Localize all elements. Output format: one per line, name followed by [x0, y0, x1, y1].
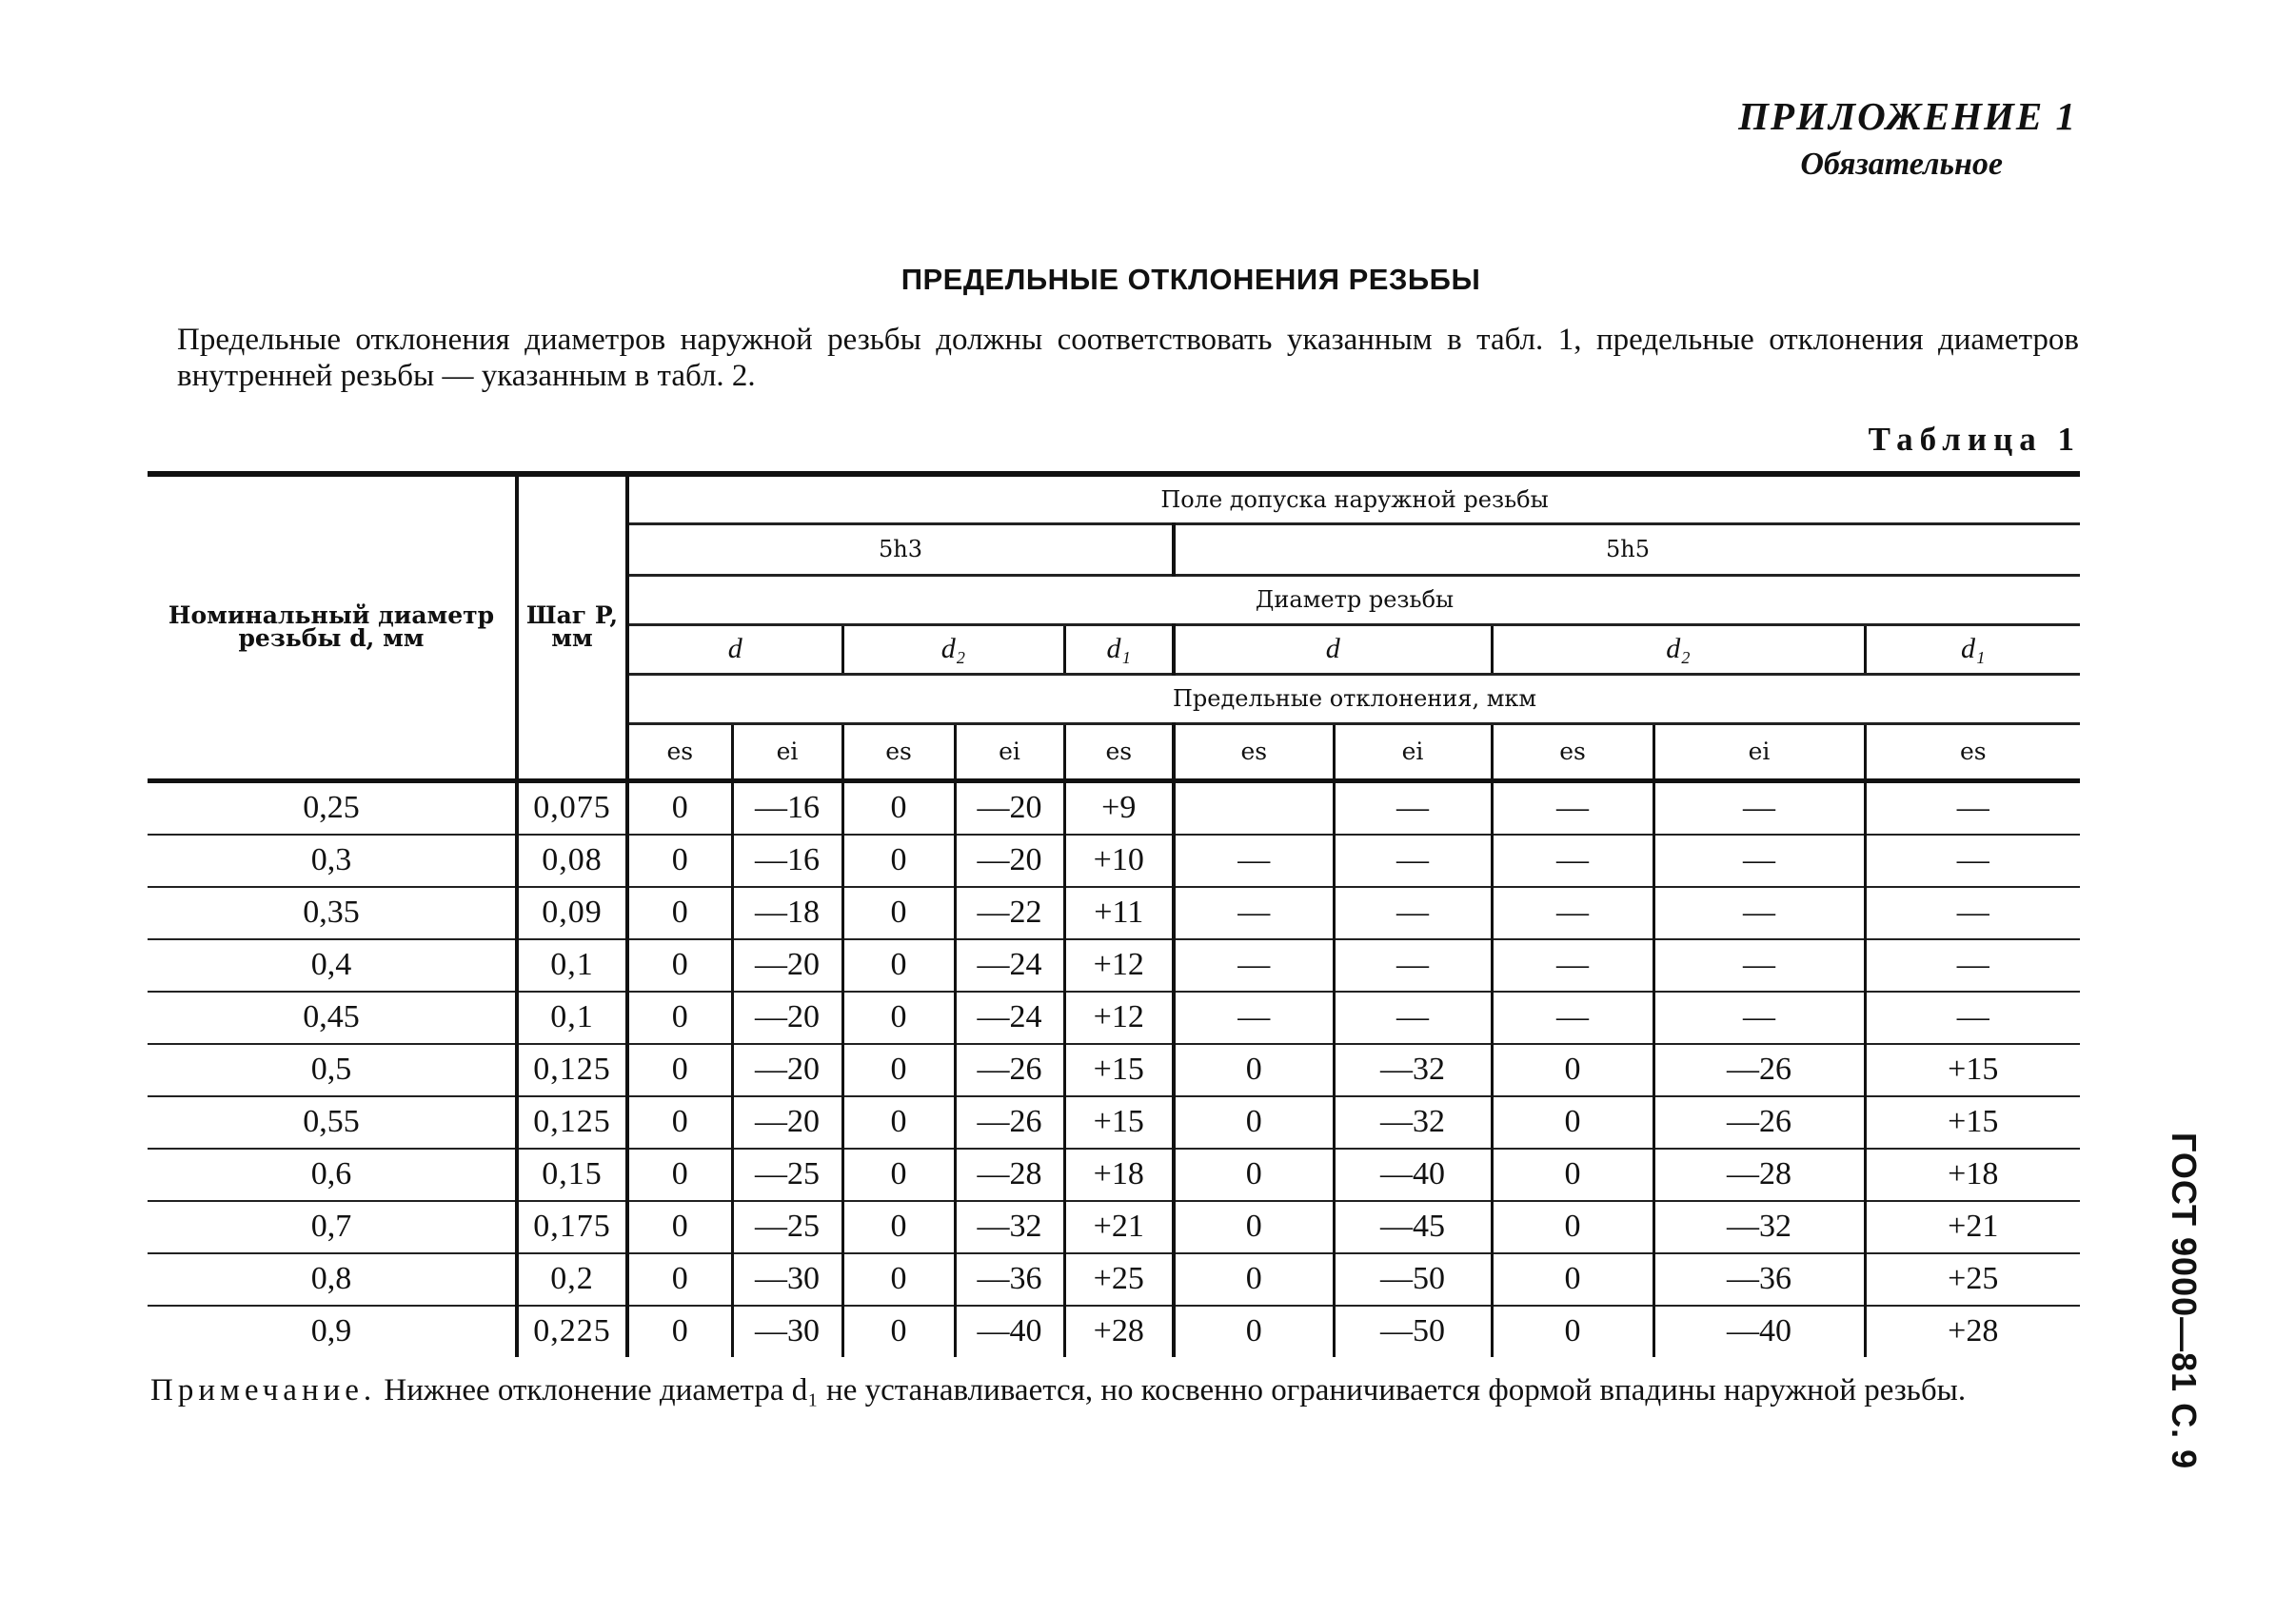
- header-es: es: [1174, 723, 1334, 780]
- header-es: es: [842, 723, 955, 780]
- cell-5h3-d-es: 0: [627, 939, 732, 992]
- table-row: [148, 1253, 2080, 1306]
- cell-5h5-d-ei: —50: [1334, 1306, 1492, 1357]
- cell-5h5-d1-es: +15: [1865, 1096, 2080, 1149]
- cell-5h5-d2-ei: —36: [1653, 1253, 1865, 1306]
- table-note: [150, 1372, 2083, 1408]
- cell-5h5-d2-es: 0: [1492, 1306, 1653, 1357]
- cell-5h5-d-ei: —32: [1334, 1044, 1492, 1096]
- cell-5h3-d-es: 0: [627, 1044, 732, 1096]
- header-tolerance-field: Поле допуска наружной резьбы: [627, 474, 2080, 523]
- cell-5h3-d2-es: 0: [842, 780, 955, 835]
- cell-pitch: 0,15: [517, 1149, 627, 1201]
- cell-nominal-diameter: 0,45: [148, 992, 517, 1044]
- cell-pitch: 0,125: [517, 1096, 627, 1149]
- cell-5h5-d2-ei: —28: [1653, 1149, 1865, 1201]
- page-side-label: ГОСТ 9000—81 С. 9: [2165, 1132, 2204, 1470]
- cell-5h3-d2-es: 0: [842, 1096, 955, 1149]
- cell-5h5-d1-es: —: [1865, 835, 2080, 887]
- cell-5h3-d2-ei: —28: [955, 1149, 1064, 1201]
- cell-5h3-d1-es: +18: [1064, 1149, 1174, 1201]
- cell-nominal-diameter: 0,25: [148, 780, 517, 835]
- cell-5h3-d1-es: +10: [1064, 835, 1174, 887]
- cell-5h5-d-es: —: [1174, 992, 1334, 1044]
- cell-5h5-d2-ei: —26: [1653, 1044, 1865, 1096]
- note-text: Нижнее отклонение диаметра d₁ не устанавливается, но косвенно ограничивается формой впадины наружной резьбы.: [384, 1373, 1967, 1407]
- cell-5h5-d1-es: —: [1865, 780, 2080, 835]
- cell-5h3-d1-es: +25: [1064, 1253, 1174, 1306]
- cell-5h3-d-ei: —16: [732, 835, 842, 887]
- header-ei: ei: [1334, 723, 1492, 780]
- cell-5h5-d1-es: +25: [1865, 1253, 2080, 1306]
- cell-5h5-d2-ei: —: [1653, 939, 1865, 992]
- header-ei: ei: [732, 723, 842, 780]
- cell-pitch: 0,075: [517, 780, 627, 835]
- header-5h5-d: d: [1174, 624, 1492, 674]
- cell-5h5-d2-es: 0: [1492, 1149, 1653, 1201]
- cell-5h3-d1-es: +28: [1064, 1306, 1174, 1357]
- intro-paragraph: Предельные отклонения диаметров наружной резьбы должны соответствовать указанным в табл. 1, предельные отклонения диаметров внутренней резьбы — указанным в табл. 2.: [177, 323, 2079, 393]
- cell-5h3-d-es: 0: [627, 1096, 732, 1149]
- cell-5h3-d2-es: 0: [842, 1044, 955, 1096]
- cell-pitch: 0,1: [517, 992, 627, 1044]
- table-row: [148, 939, 2080, 992]
- cell-5h3-d2-ei: —22: [955, 887, 1064, 939]
- header-es: es: [1064, 723, 1174, 780]
- cell-5h5-d-es: [1174, 780, 1334, 835]
- cell-5h5-d1-es: +28: [1865, 1306, 2080, 1357]
- cell-5h3-d-es: 0: [627, 992, 732, 1044]
- cell-5h3-d-es: 0: [627, 780, 732, 835]
- cell-5h5-d-ei: —45: [1334, 1201, 1492, 1253]
- cell-5h5-d1-es: —: [1865, 992, 2080, 1044]
- table-row: [148, 887, 2080, 939]
- header-5h5-d2: d₂: [1492, 624, 1865, 674]
- table-body: [148, 780, 2080, 1357]
- cell-5h5-d-es: 0: [1174, 1096, 1334, 1149]
- cell-5h3-d-ei: —20: [732, 992, 842, 1044]
- cell-5h3-d2-ei: —26: [955, 1096, 1064, 1149]
- cell-5h5-d2-es: —: [1492, 780, 1653, 835]
- cell-nominal-diameter: 0,8: [148, 1253, 517, 1306]
- cell-pitch: 0,09: [517, 887, 627, 939]
- cell-5h5-d1-es: —: [1865, 939, 2080, 992]
- cell-nominal-diameter: 0,35: [148, 887, 517, 939]
- cell-5h5-d2-ei: —: [1653, 887, 1865, 939]
- header-es: es: [1492, 723, 1653, 780]
- header-deviations: Предельные отклонения, мкм: [627, 674, 2080, 723]
- cell-5h5-d2-ei: —26: [1653, 1096, 1865, 1149]
- table-row: [148, 780, 2080, 835]
- cell-5h3-d-es: 0: [627, 887, 732, 939]
- cell-5h3-d2-ei: —36: [955, 1253, 1064, 1306]
- cell-5h5-d2-ei: —: [1653, 992, 1865, 1044]
- cell-nominal-diameter: 0,6: [148, 1149, 517, 1201]
- cell-nominal-diameter: 0,3: [148, 835, 517, 887]
- cell-5h3-d2-es: 0: [842, 1201, 955, 1253]
- header-nominal-diameter: Номинальный диаметр резьбы d, мм: [148, 474, 517, 780]
- cell-5h3-d1-es: +15: [1064, 1044, 1174, 1096]
- cell-5h3-d1-es: +11: [1064, 887, 1174, 939]
- cell-5h5-d2-es: 0: [1492, 1201, 1653, 1253]
- cell-5h3-d2-ei: —24: [955, 939, 1064, 992]
- header-5h3-d1: d₁: [1064, 624, 1174, 674]
- cell-5h5-d2-ei: —: [1653, 835, 1865, 887]
- cell-5h3-d-ei: —25: [732, 1149, 842, 1201]
- cell-5h5-d-es: 0: [1174, 1044, 1334, 1096]
- cell-5h3-d1-es: +21: [1064, 1201, 1174, 1253]
- cell-5h3-d-ei: —20: [732, 939, 842, 992]
- header-5h5-d1: d₁: [1865, 624, 2080, 674]
- cell-5h5-d-ei: —: [1334, 887, 1492, 939]
- header-5h3-d2: d₂: [842, 624, 1064, 674]
- cell-5h3-d2-ei: —20: [955, 835, 1064, 887]
- cell-5h3-d-es: 0: [627, 1253, 732, 1306]
- section-title: ПРЕДЕЛЬНЫЕ ОТКЛОНЕНИЯ РЕЗЬБЫ: [901, 263, 1481, 296]
- cell-5h5-d-ei: —32: [1334, 1096, 1492, 1149]
- cell-5h5-d2-ei: —: [1653, 780, 1865, 835]
- cell-5h5-d-ei: —: [1334, 835, 1492, 887]
- note-label: Примечание.: [150, 1373, 377, 1407]
- cell-5h3-d-es: 0: [627, 1149, 732, 1201]
- cell-5h5-d2-es: —: [1492, 835, 1653, 887]
- cell-5h5-d1-es: +15: [1865, 1044, 2080, 1096]
- cell-pitch: 0,1: [517, 939, 627, 992]
- table-row: [148, 1149, 2080, 1201]
- cell-5h3-d-ei: —16: [732, 780, 842, 835]
- table-row: [148, 992, 2080, 1044]
- cell-5h5-d-ei: —: [1334, 939, 1492, 992]
- cell-5h5-d-ei: —: [1334, 992, 1492, 1044]
- cell-nominal-diameter: 0,55: [148, 1096, 517, 1149]
- cell-5h5-d2-es: 0: [1492, 1253, 1653, 1306]
- table-row: [148, 1096, 2080, 1149]
- cell-5h3-d2-es: 0: [842, 1306, 955, 1357]
- cell-pitch: 0,175: [517, 1201, 627, 1253]
- cell-pitch: 0,125: [517, 1044, 627, 1096]
- header-diameter: Диаметр резьбы: [627, 575, 2080, 624]
- cell-5h5-d-ei: —50: [1334, 1253, 1492, 1306]
- cell-5h3-d2-es: 0: [842, 939, 955, 992]
- appendix-subtitle: Обязательное: [1800, 147, 2003, 182]
- cell-5h5-d2-es: 0: [1492, 1044, 1653, 1096]
- cell-5h3-d1-es: +15: [1064, 1096, 1174, 1149]
- cell-5h3-d-ei: —25: [732, 1201, 842, 1253]
- cell-5h5-d-ei: —: [1334, 780, 1492, 835]
- cell-5h5-d-es: —: [1174, 887, 1334, 939]
- cell-5h3-d-ei: —30: [732, 1253, 842, 1306]
- table-label: Таблица 1: [1868, 421, 2081, 458]
- header-es: es: [627, 723, 732, 780]
- cell-5h3-d2-es: 0: [842, 992, 955, 1044]
- cell-5h3-d2-es: 0: [842, 1149, 955, 1201]
- cell-5h5-d-ei: —40: [1334, 1149, 1492, 1201]
- cell-5h5-d-es: 0: [1174, 1149, 1334, 1201]
- cell-5h3-d-ei: —18: [732, 887, 842, 939]
- cell-5h3-d2-ei: —20: [955, 780, 1064, 835]
- cell-5h5-d-es: 0: [1174, 1253, 1334, 1306]
- header-es: es: [1865, 723, 2080, 780]
- cell-nominal-diameter: 0,9: [310, 1313, 352, 1348]
- cell-5h5-d2-es: —: [1492, 939, 1653, 992]
- cell-5h5-d-es: 0: [1174, 1306, 1334, 1357]
- cell-5h3-d-ei: —20: [732, 1044, 842, 1096]
- table-row: [148, 1306, 2080, 1357]
- cell-5h3-d2-ei: —26: [955, 1044, 1064, 1096]
- cell-5h3-d-es: 0: [627, 1306, 732, 1357]
- cell-nominal-diameter: 0,5: [148, 1044, 517, 1096]
- cell-5h3-d1-es: +9: [1064, 780, 1174, 835]
- cell-5h5-d-es: —: [1174, 835, 1334, 887]
- cell-5h5-d1-es: +21: [1865, 1201, 2080, 1253]
- cell-5h3-d2-es: 0: [842, 887, 955, 939]
- header-field-5h5: 5h5: [1174, 523, 2080, 575]
- appendix-title: ПРИЛОЖЕНИЕ 1: [1738, 94, 2077, 138]
- cell-5h5-d2-es: 0: [1492, 1096, 1653, 1149]
- header-pitch: Шаг P, мм: [517, 474, 627, 780]
- cell-5h5-d2-es: —: [1492, 992, 1653, 1044]
- cell-5h3-d-es: 0: [627, 835, 732, 887]
- header-ei: ei: [1653, 723, 1865, 780]
- header-field-5h3: 5h3: [627, 523, 1174, 575]
- cell-5h5-d2-es: —: [1492, 887, 1653, 939]
- cell-5h3-d-ei: —30: [732, 1306, 842, 1357]
- cell-5h3-d2-ei: —32: [955, 1201, 1064, 1253]
- cell-pitch: 0,225: [517, 1306, 627, 1357]
- cell-5h3-d-ei: —20: [732, 1096, 842, 1149]
- cell-5h3-d1-es: +12: [1064, 939, 1174, 992]
- table-row: [148, 835, 2080, 887]
- cell-5h5-d2-ei: —40: [1653, 1306, 1865, 1357]
- cell-5h5-d-es: 0: [1174, 1201, 1334, 1253]
- cell-5h3-d2-es: 0: [842, 835, 955, 887]
- cell-5h3-d2-ei: —40: [955, 1306, 1064, 1357]
- cell-5h5-d1-es: —: [1865, 887, 2080, 939]
- header-5h3-d: d: [627, 624, 842, 674]
- deviations-table: [148, 471, 2080, 1357]
- cell-5h3-d2-es: 0: [842, 1253, 955, 1306]
- table-row: [148, 1201, 2080, 1253]
- cell-nominal-diameter: 0,7: [148, 1201, 517, 1253]
- cell-pitch: 0,2: [517, 1253, 627, 1306]
- header-ei: ei: [955, 723, 1064, 780]
- cell-5h3-d-es: 0: [627, 1201, 732, 1253]
- cell-5h5-d2-ei: —32: [1653, 1201, 1865, 1253]
- cell-5h3-d1-es: +12: [1064, 992, 1174, 1044]
- cell-pitch: 0,08: [517, 835, 627, 887]
- cell-5h3-d2-ei: —24: [955, 992, 1064, 1044]
- table-row: [148, 1044, 2080, 1096]
- cell-5h5-d-es: —: [1174, 939, 1334, 992]
- cell-5h5-d1-es: +18: [1865, 1149, 2080, 1201]
- cell-nominal-diameter: 0,4: [148, 939, 517, 992]
